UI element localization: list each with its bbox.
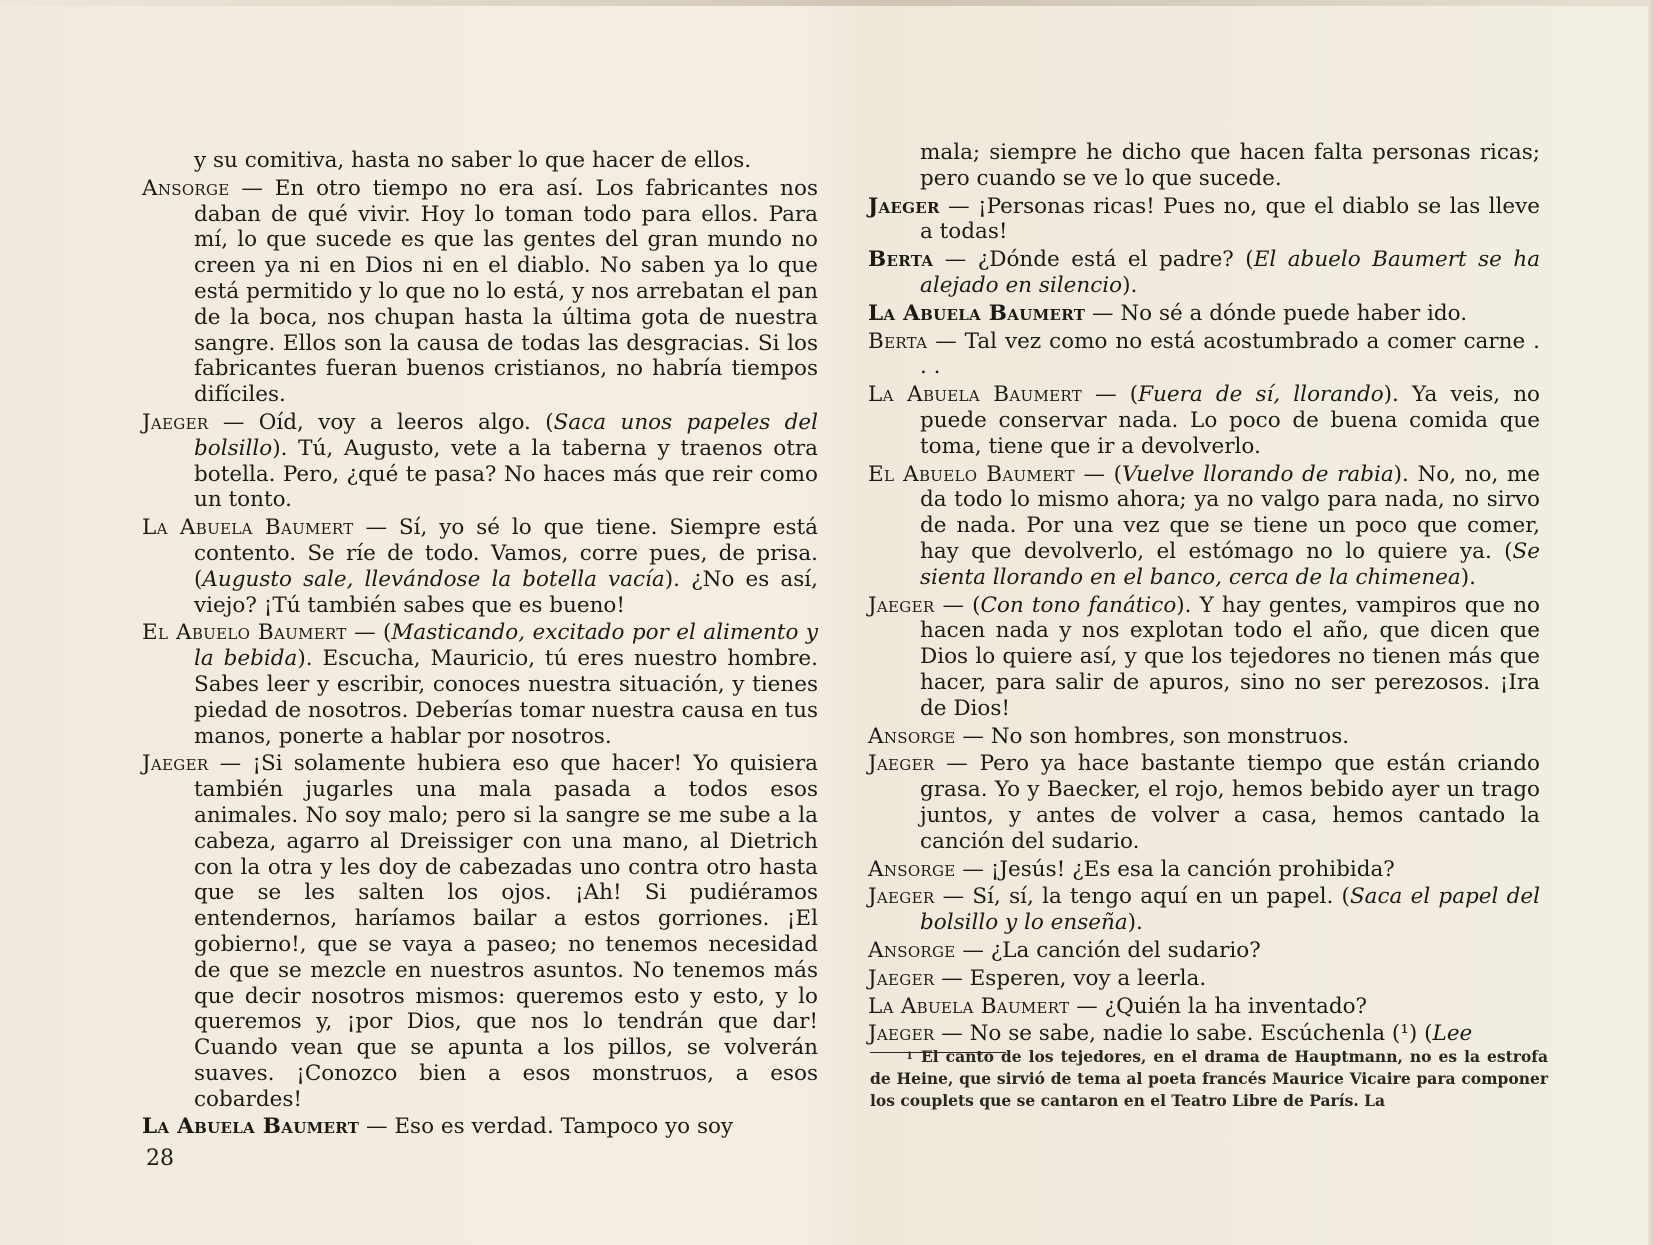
- stage-direction: Saca unos papeles del bolsillo: [194, 409, 818, 461]
- dialogue-text: ). Y hay gentes, vampiros que no hacen nada y nos explotan todo el año, que dicen que Dios lo quiere así, y que los tejedores no tienen más que hacer, para salir de apuros, sino no ser perezosos. ¡Ira de Dios!: [920, 592, 1540, 721]
- dialogue-text: ). ¿No es así, viejo? ¡Tú también sabes que es bueno!: [194, 566, 818, 618]
- speaker-name: Ansorge: [142, 175, 230, 201]
- dialogue-text: — (: [934, 592, 981, 618]
- dialogue-text: ).: [1127, 910, 1143, 936]
- dialogue-ansorge: [868, 857, 1540, 883]
- speaker-name: Jaeger: [868, 592, 935, 618]
- footnote: [870, 1046, 1548, 1112]
- dialogue-abuela: [868, 382, 1540, 459]
- left-column: [142, 148, 818, 1142]
- dialogue-text: — No se sabe, nadie lo sabe. Escúchenla (¹) (: [934, 1021, 1433, 1047]
- dialogue-ansorge: [868, 724, 1540, 750]
- dialogue-text: — ¿Dónde está el padre? (: [933, 247, 1254, 273]
- continuation-line: mala; siempre he dicho que hacen falta personas ricas; pero cuando se ve lo que sucede.: [920, 140, 1540, 191]
- dialogue-text: — Pero ya hace bastante tiempo que están criando grasa. Yo y Baecker, el rojo, hemos bebido ayer un trago juntos, y antes de volver a casa, hemos cantado la canción del sudario.: [920, 751, 1540, 854]
- dialogue-abuela: [142, 515, 818, 618]
- footnote-mark: 1: [906, 1051, 913, 1062]
- page-right-edge: [1648, 0, 1654, 1245]
- stage-direction: El abuelo Baumert se ha alejado en silencio: [920, 247, 1541, 298]
- dialogue-text: — (: [1082, 382, 1139, 408]
- speaker-name: Ansorge: [868, 937, 956, 963]
- dialogue-jaeger: [868, 884, 1540, 936]
- speaker-name: La Abuela Baumert: [868, 382, 1082, 408]
- dialogue-jaeger: [868, 966, 1540, 992]
- dialogue-text: ). Ya veis, no puede conservar nada. Lo poco de buena comida que toma, tiene que ir a devolverlo.: [920, 382, 1540, 459]
- dialogue-ansorge: [142, 176, 818, 408]
- speaker-name: Jaeger: [868, 751, 935, 777]
- dialogue-text: — Eso es verdad. Tampoco yo soy: [359, 1114, 734, 1140]
- dialogue-text: ). Tú, Augusto, vete a la taberna y traenos otra botella. Pero, ¿qué te pasa? No haces más que reir como un tonto.: [194, 435, 818, 513]
- stage-direction: Fuera de sí, llorando: [1138, 382, 1384, 408]
- speaker-name: Jaeger: [868, 1021, 935, 1047]
- dialogue-abuelo: [868, 462, 1540, 591]
- dialogue-ansorge: [868, 938, 1540, 964]
- speaker-name: El Abuelo Baumert: [868, 461, 1075, 487]
- dialogue-text: — Sí, sí, la tengo aquí en un papel. (: [934, 884, 1350, 910]
- dialogue-jaeger: [868, 751, 1540, 854]
- dialogue-text: ). Escucha, Mauricio, tú eres nuestro hombre. Sabes leer y escribir, conoces nuestra situación, y tienes piedad de nosotros. Deberías tomar nuestra causa en tus manos, ponerte a hablar por nosotros.: [194, 646, 818, 749]
- stage-direction: Lee: [1432, 1021, 1473, 1047]
- dialogue-text: — ¡Jesús! ¿Es esa la canción prohibida?: [955, 856, 1395, 882]
- speaker-name: Ansorge: [868, 723, 956, 749]
- dialogue-text: — Esperen, voy a leerla.: [934, 965, 1207, 991]
- dialogue-text: — (: [346, 620, 392, 646]
- dialogue-berta: [868, 247, 1540, 299]
- dialogue-text: — No sé a dónde puede haber ido.: [1085, 300, 1468, 326]
- speaker-name: Jaeger: [868, 884, 935, 910]
- dialogue-abuela: [868, 994, 1540, 1020]
- speaker-name: La Abuela Baumert: [868, 993, 1070, 1019]
- speaker-name: Jaeger: [868, 193, 940, 219]
- dialogue-text: — Sí, yo sé lo que tiene. Siempre está contento. Se ríe de todo. Vamos, corre pues, de prisa. (: [194, 515, 818, 592]
- dialogue-abuela: [868, 301, 1540, 327]
- speaker-name: Berta: [868, 328, 928, 354]
- dialogue-text: ).: [1122, 272, 1138, 298]
- dialogue-jaeger: [868, 1021, 1540, 1047]
- right-column: [868, 140, 1540, 1049]
- dialogue-text: — ¡Si solamente hubiera eso que hacer! Yo quisiera también jugarles una mala pasada a todos esos animales. No soy malo; pero si la sangre se me sube a la cabeza, agarro al Dreissiger con una mano, al Dietrich con la otra y les doy de cabezadas uno contra otro hasta que se les salten los ojos. ¡Ah! Si pudiéramos entendernos, haríamos bailar a estos gorriones. ¡El gobierno!, que se vaya a paseo; no tenemos necesidad de que se mezcle en nuestros asuntos. No tenemos más que decir nosotros mismos: queremos esto y esto, y lo queremos y, ¡por Dios, que nos lo tendrán que dar! Cuando vean que se apunta a los pillos, se volverán suaves. ¡Conozco bien a esos monstruos, a esos cobardes!: [194, 751, 818, 1112]
- page-top-edge: [0, 0, 1654, 6]
- page-number: 28: [146, 1146, 174, 1171]
- stage-direction: Se sienta llorando en el banco, cerca de la chimenea: [920, 538, 1540, 590]
- dialogue-abuela: [142, 1114, 818, 1140]
- dialogue-berta: [868, 329, 1540, 381]
- speaker-name: Jaeger: [142, 751, 209, 777]
- speaker-name: La Abuela Baumert: [142, 515, 354, 541]
- dialogue-text: — ¡Personas ricas! Pues no, que el diablo se las lleve a todas!: [920, 193, 1540, 245]
- dialogue-text: — Oíd, voy a leeros algo. (: [208, 409, 554, 435]
- dialogue-text: — (: [1074, 461, 1123, 487]
- dialogue-jaeger: [868, 593, 1540, 722]
- dialogue-jaeger: [142, 751, 818, 1112]
- speaker-name: El Abuelo Baumert: [142, 620, 347, 646]
- speaker-name: La Abuela Baumert: [868, 300, 1086, 326]
- continuation-line: y su comitiva, hasta no saber lo que hacer de ellos.: [194, 148, 752, 173]
- dialogue-abuelo: [142, 620, 818, 749]
- stage-direction: Vuelve llorando de rabia: [1122, 461, 1394, 487]
- speaker-name: Jaeger: [868, 965, 935, 991]
- stage-direction: Con tono fanático: [980, 592, 1177, 618]
- stage-direction: Masticando, excitado por el alimento y la bebida: [194, 620, 819, 672]
- dialogue-text: ). No, no, me da todo lo mismo ahora; ya no valgo para nada, no sirvo de nada. Por una vez que se tiene un poco que comer, hay que devolverlo, el estómago no lo quiere ya. (: [920, 461, 1540, 564]
- speaker-name: Berta: [868, 247, 934, 273]
- speaker-name: La Abuela Baumert: [142, 1114, 360, 1140]
- stage-direction: Augusto sale, llevándose la botella vacía: [202, 566, 665, 592]
- speaker-name: Ansorge: [868, 856, 956, 882]
- dialogue-jaeger: [142, 410, 818, 513]
- dialogue-text: — No son hombres, son monstruos.: [955, 723, 1350, 749]
- dialogue-text: — Tal vez como no está acostumbrado a comer carne . . .: [920, 328, 1540, 380]
- speaker-name: Jaeger: [142, 409, 209, 435]
- dialogue-jaeger: [868, 194, 1540, 246]
- dialogue-text: — En otro tiempo no era así. Los fabricantes nos daban de qué vivir. Hoy lo toman todo para ellos. Para mí, lo que sucede es que las gentes del gran mundo no creen ya ni en Dios ni en el diablo. No saben ya lo que está permitido y lo que no lo está, y nos arrebatan el pan de la boca, nos chupan hasta la última gota de nuestra sangre. Ellos son la causa de todas las desgracias. Si los fabricantes fueran buenos cristianos, no habría tiempos difíciles.: [194, 175, 818, 408]
- dialogue-text: — ¿Quién la ha inventado?: [1069, 993, 1368, 1019]
- dialogue-text: ).: [1460, 564, 1476, 590]
- stage-direction: Saca el papel del bolsillo y lo enseña: [920, 884, 1540, 936]
- dialogue-text: — ¿La canción del sudario?: [955, 937, 1261, 963]
- footnote-text: El canto de los tejedores, en el drama de Hauptmann, no es la estrofa de Heine, que sirvió de tema al poeta francés Maurice Vicaire para componer los couplets que se cantaron en el Teatro Libre de París. La: [870, 1047, 1548, 1110]
